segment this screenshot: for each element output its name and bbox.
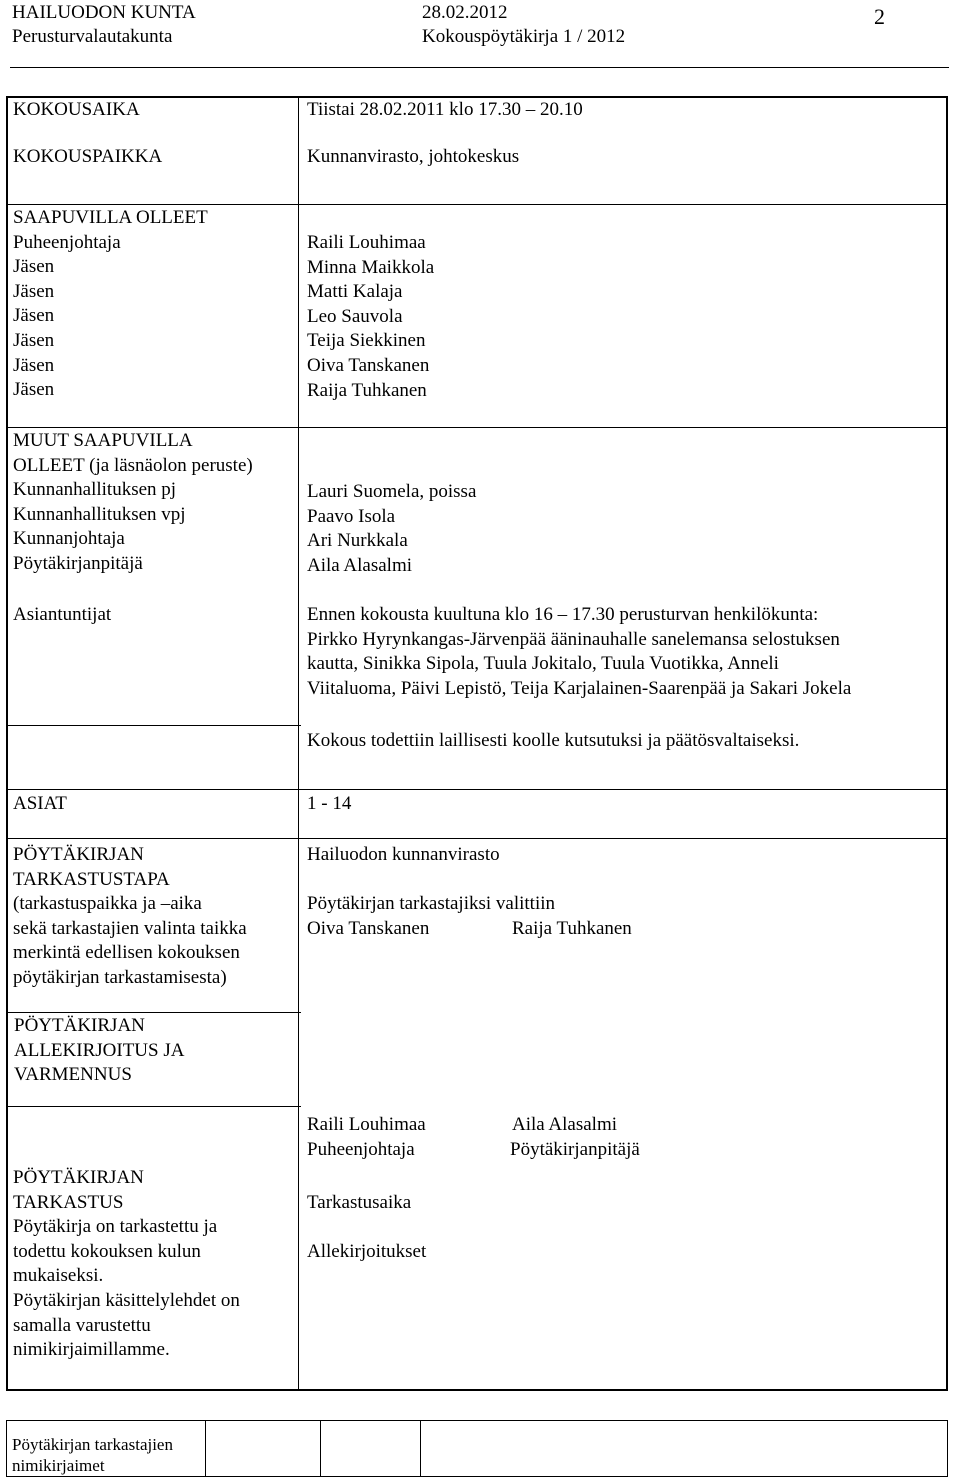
other-name: Ari Nurkkala	[307, 530, 408, 552]
quorum-statement: Kokous todettiin laillisesti koolle kutsutuksi ja päätösvaltaiseksi.	[307, 730, 800, 751]
present-name: Minna Maikkola	[307, 256, 435, 278]
experts-line: Pirkko Hyrynkangas-Järvenpää ääninauhalle sanelemansa selostuksen	[307, 628, 840, 650]
review-line: Pöytäkirja on tarkastettu ja	[13, 1216, 218, 1238]
review-method-line: PÖYTÄKIRJAN	[13, 844, 144, 865]
review-method-line: (tarkastuspaikka ja –aika	[13, 893, 202, 915]
review-line: mukaiseksi.	[13, 1265, 104, 1287]
review-label	[13, 1166, 240, 1363]
initials-label-cont: nimikirjaimet	[12, 1456, 105, 1475]
reviewer-1: Oiva Tanskanen	[307, 918, 430, 939]
other-names	[307, 480, 476, 578]
other-role: Pöytäkirjanpitäjä	[13, 552, 143, 574]
present-roles	[13, 206, 208, 403]
header-rule	[10, 67, 949, 68]
present-role: Puheenjohtaja	[13, 231, 121, 253]
signing-line: ALLEKIRJOITUS JA	[14, 1039, 185, 1061]
other-name: Aila Alasalmi	[307, 554, 413, 576]
others-heading-cont: OLLEET (ja läsnäolon peruste)	[13, 454, 253, 476]
review-place: Hailuodon kunnanvirasto	[307, 844, 500, 865]
meeting-place-value: Kunnanvirasto, johtokeskus	[307, 146, 520, 167]
signing-line: PÖYTÄKIRJAN	[14, 1015, 145, 1036]
present-heading: SAAPUVILLA OLLEET	[13, 207, 208, 228]
other-roles	[13, 429, 253, 577]
present-name: Raija Tuhkanen	[307, 379, 427, 401]
initials-label: Pöytäkirjan tarkastajien	[12, 1435, 173, 1454]
document-date: 28.02.2012	[422, 2, 508, 23]
review-line: TARKASTUS	[13, 1191, 124, 1213]
other-name: Lauri Suomela, poissa	[307, 481, 477, 502]
review-time-label: Tarkastusaika	[307, 1192, 412, 1213]
other-name: Paavo Isola	[307, 505, 396, 527]
signing-line: VARMENNUS	[14, 1064, 132, 1086]
reviewers-elected: Pöytäkirjan tarkastajiksi valittiin	[307, 893, 556, 914]
reviewer-2: Raija Tuhkanen	[512, 918, 632, 939]
review-method-line: merkintä edellisen kokouksen	[13, 942, 240, 964]
present-name: Raili Louhimaa	[307, 232, 426, 253]
secretary-role: Pöytäkirjanpitäjä	[510, 1139, 640, 1160]
experts-label: Asiantuntijat	[13, 604, 112, 625]
others-heading: MUUT SAAPUVILLA	[13, 430, 193, 451]
present-name: Oiva Tanskanen	[307, 354, 430, 376]
present-name: Teija Siekkinen	[307, 330, 426, 352]
present-name: Leo Sauvola	[307, 305, 403, 327]
experts-line: kautta, Sinikka Sipola, Tuula Jokitalo, Tuula Vuotikka, Anneli	[307, 653, 779, 675]
signing-label	[14, 1014, 184, 1088]
agenda-value: 1 - 14	[307, 793, 352, 814]
other-role: Kunnanhallituksen vpj	[13, 503, 186, 525]
chair-name: Raili Louhimaa	[307, 1114, 426, 1135]
review-line: samalla varustettu	[13, 1314, 151, 1336]
present-role: Jäsen	[13, 329, 55, 351]
review-method-line: sekä tarkastajien valinta taikka	[13, 917, 247, 939]
meeting-time-value: Tiistai 28.02.2011 klo 17.30 – 20.10	[307, 99, 583, 120]
present-role: Jäsen	[13, 280, 55, 302]
experts-line: Ennen kokousta kuultuna klo 16 – 17.30 perusturvan henkilökunta:	[307, 604, 819, 625]
experts-text	[307, 603, 851, 701]
review-signatures-label: Allekirjoitukset	[307, 1241, 427, 1262]
review-method-line: TARKASTUSTAPA	[13, 868, 170, 890]
page-number: 2	[874, 4, 885, 29]
secretary-name: Aila Alasalmi	[512, 1114, 618, 1135]
review-method-label	[13, 843, 247, 991]
present-name: Matti Kalaja	[307, 281, 403, 303]
other-role: Kunnanhallituksen pj	[13, 479, 177, 501]
review-line: todettu kokouksen kulun	[13, 1240, 201, 1262]
meeting-place-label: KOKOUSPAIKKA	[13, 146, 163, 167]
chair-role: Puheenjohtaja	[307, 1139, 415, 1160]
review-line: nimikirjaimillamme.	[13, 1339, 170, 1361]
municipality-name: HAILUODON KUNTA	[12, 2, 196, 23]
present-role: Jäsen	[13, 256, 55, 278]
review-line: Pöytäkirjan käsittelylehdet on	[13, 1289, 240, 1311]
review-line: PÖYTÄKIRJAN	[13, 1167, 144, 1188]
document-title: Kokouspöytäkirja 1 / 2012	[422, 26, 626, 47]
present-role: Jäsen	[13, 305, 55, 327]
meeting-time-label: KOKOUSAIKA	[13, 99, 140, 120]
present-role: Jäsen	[13, 354, 55, 376]
experts-line: Viitaluoma, Päivi Lepistö, Teija Karjalainen-Saarenpää ja Sakari Jokela	[307, 677, 852, 699]
present-role: Jäsen	[13, 379, 55, 401]
agenda-label: ASIAT	[13, 793, 67, 814]
other-role: Kunnanjohtaja	[13, 528, 125, 550]
review-method-line: pöytäkirjan tarkastamisesta)	[13, 966, 227, 988]
board-name: Perusturvalautakunta	[12, 26, 173, 47]
present-names	[307, 231, 434, 403]
